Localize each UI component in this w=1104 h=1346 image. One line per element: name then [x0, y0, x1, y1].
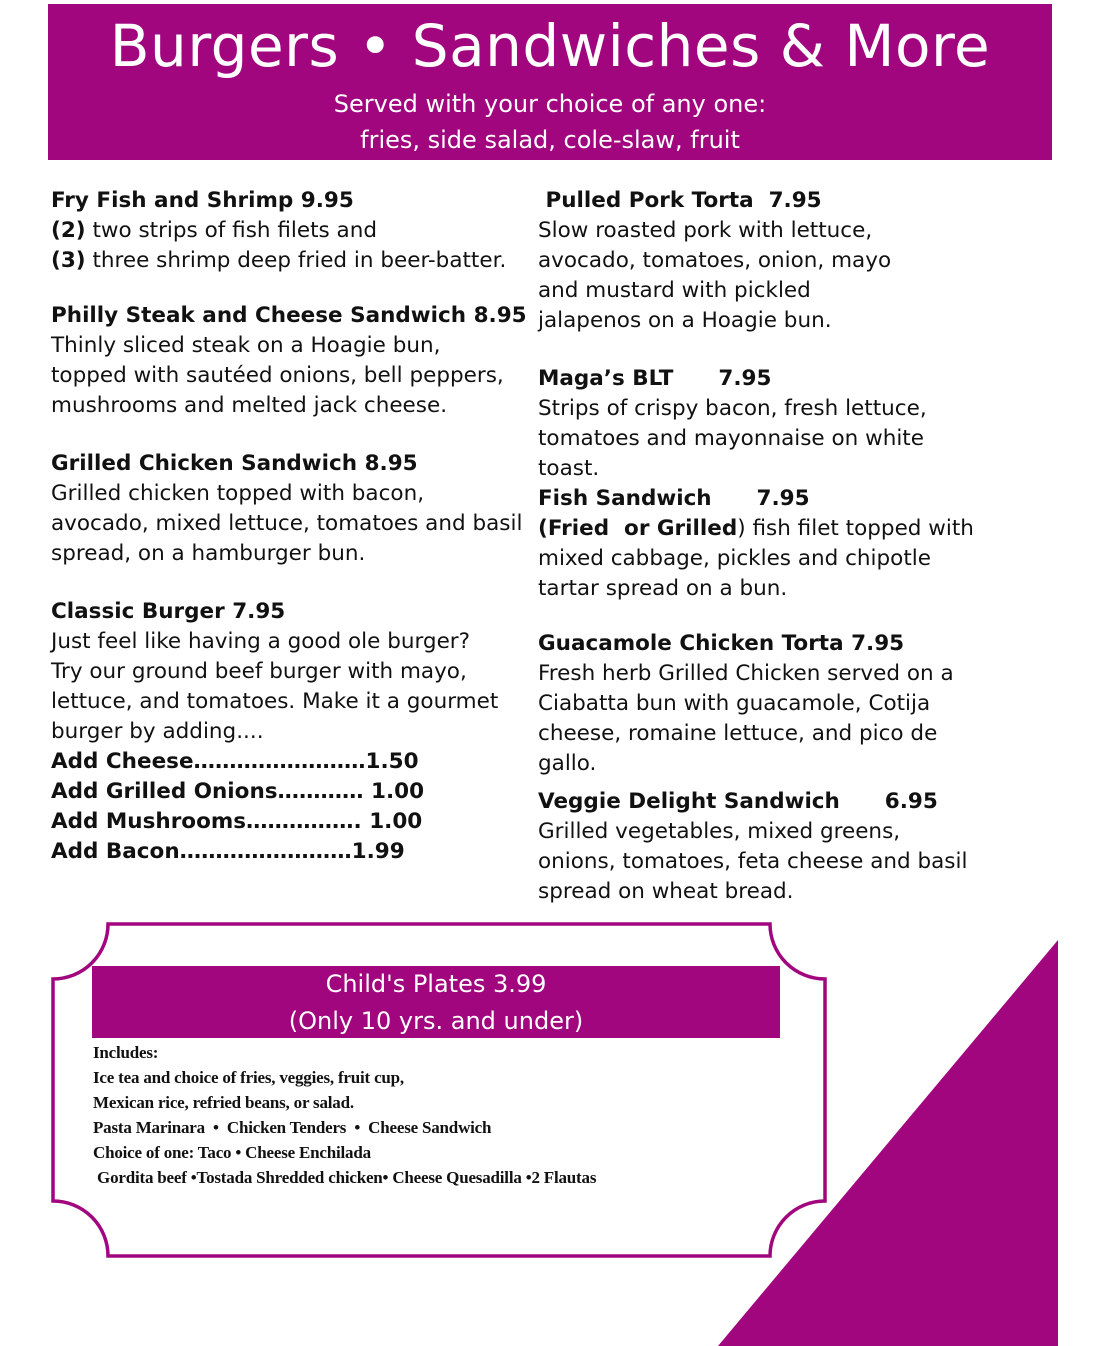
child-plates-line: Ice tea and choice of fries, veggies, fruit cup,	[93, 1068, 404, 1087]
menu-subtitle-line-1: Served with your choice of any one:	[333, 90, 767, 118]
item-description: (Fried or Grilled) fish filet topped with	[538, 516, 974, 541]
item-description: Grilled vegetables, mixed greens,	[538, 819, 901, 844]
item-name: Philly Steak and Cheese Sandwich 8.95	[51, 303, 527, 328]
item-description: mixed cabbage, pickles and chipotle	[538, 546, 931, 571]
item-description: mushrooms and melted jack cheese.	[51, 393, 448, 418]
child-plates-age-note: (Only 10 yrs. and under)	[288, 1007, 584, 1035]
item-name: Fry Fish and Shrimp 9.95	[51, 188, 354, 213]
addon-mushrooms: Add Mushrooms……………. 1.00	[51, 809, 423, 834]
child-plates-line: Gordita beef •Tostada Shredded chicken• Cheese Quesadilla •2 Flautas	[93, 1168, 597, 1187]
addon-grilled-onions: Add Grilled Onions………… 1.00	[51, 779, 425, 804]
item-name: Guacamole Chicken Torta 7.95	[538, 631, 905, 656]
item-description: avocado, tomatoes, onion, mayo	[538, 248, 892, 273]
child-plates-line: Pasta Marinara • Chicken Tenders • Cheese Sandwich	[93, 1118, 492, 1137]
item-name: Pulled Pork Torta 7.95	[538, 188, 822, 213]
item-description: tartar spread on a bun.	[538, 576, 788, 601]
item-description: Strips of crispy bacon, fresh lettuce,	[538, 396, 927, 421]
child-plates-title: Child's Plates 3.99	[325, 970, 547, 998]
addon-bacon: Add Bacon……………………1.99	[51, 839, 405, 864]
item-name: Veggie Delight Sandwich 6.95	[538, 789, 938, 814]
item-description: Ciabatta bun with guacamole, Cotija	[538, 691, 931, 716]
item-description: and mustard with pickled	[538, 278, 811, 303]
item-description: burger by adding....	[51, 719, 264, 744]
item-name: Fish Sandwich 7.95	[538, 486, 810, 511]
menu-title: Burgers • Sandwiches & More	[109, 12, 991, 80]
item-description: topped with sautéed onions, bell peppers,	[51, 363, 504, 388]
item-description: (3) three shrimp deep fried in beer-batter.	[51, 248, 507, 273]
item-name: Grilled Chicken Sandwich 8.95	[51, 451, 418, 476]
child-plates-line: Choice of one: Taco • Cheese Enchilada	[93, 1143, 371, 1162]
child-plates-line: Includes:	[93, 1043, 159, 1062]
item-description: Grilled chicken topped with bacon,	[51, 481, 425, 506]
addon-cheese: Add Cheese……………………1.50	[51, 749, 419, 774]
child-plates-banner	[92, 966, 780, 1038]
item-description: toast.	[538, 456, 600, 481]
item-description: cheese, romaine lettuce, and pico de	[538, 721, 938, 746]
child-plates-details	[93, 1040, 596, 1190]
item-description: spread, on a hamburger bun.	[51, 541, 366, 566]
item-description: Just feel like having a good ole burger?	[51, 629, 471, 654]
child-plates-line: Mexican rice, refried beans, or salad.	[93, 1093, 354, 1112]
item-description: Try our ground beef burger with mayo,	[51, 659, 467, 684]
item-description: onions, tomatoes, feta cheese and basil	[538, 849, 968, 874]
item-description: jalapenos on a Hoagie bun.	[538, 308, 832, 333]
item-description: Fresh herb Grilled Chicken served on a	[538, 661, 954, 686]
item-description: (2) two strips of fish filets and	[51, 218, 378, 243]
item-description: tomatoes and mayonnaise on white	[538, 426, 924, 451]
item-description: gallo.	[538, 751, 597, 776]
item-description: spread on wheat bread.	[538, 879, 794, 904]
item-description: avocado, mixed lettuce, tomatoes and basil	[51, 511, 523, 536]
item-name: Maga’s BLT 7.95	[538, 366, 772, 391]
item-name: Classic Burger 7.95	[51, 599, 286, 624]
item-description: Thinly sliced steak on a Hoagie bun,	[51, 333, 441, 358]
menu-subtitle-line-2: fries, side salad, cole-slaw, fruit	[360, 126, 740, 154]
item-description: lettuce, and tomatoes. Make it a gourmet	[51, 689, 499, 714]
item-description: Slow roasted pork with lettuce,	[538, 218, 873, 243]
